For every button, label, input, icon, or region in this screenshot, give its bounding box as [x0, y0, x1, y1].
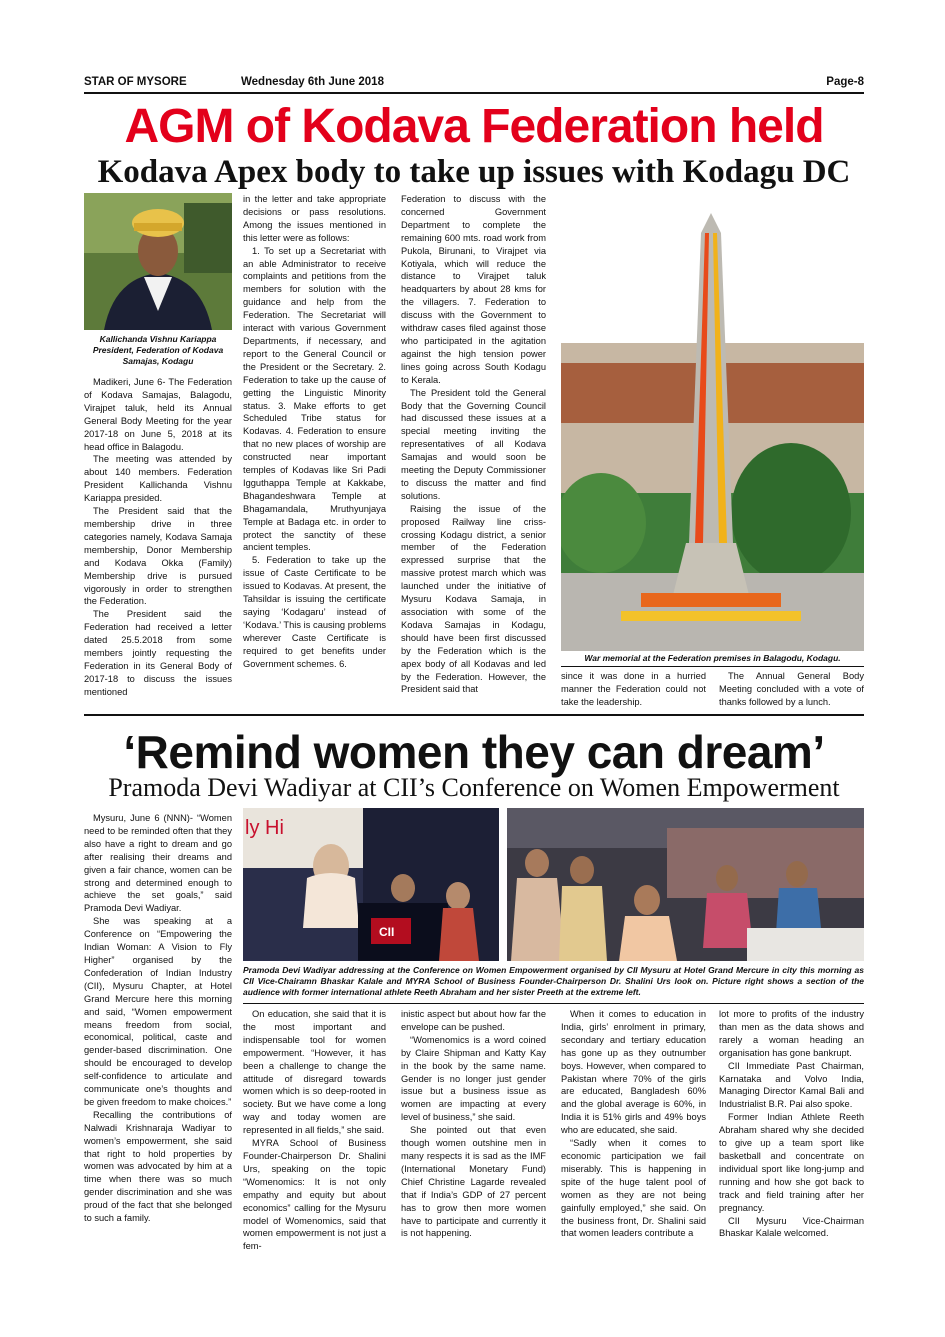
story1-column-1: [84, 376, 232, 712]
paragraph: When it comes to education in India, girls’ enrolment in primary, secondary and tertiary education has gone up as they outnumber boys. However, when compared to Pakistan where 70% of the girls are educated, Bangladesh 60% and the global average is 60%, in India it is 51% girls and 49% boys who are educated, she said.: [561, 1009, 706, 1136]
story2-column-1: [84, 812, 232, 1267]
audience-photo: [507, 808, 864, 961]
story2-column-2: [243, 1008, 386, 1268]
story1-column-4: [561, 670, 706, 712]
paragraph: 5. Federation to take up the issue of Caste Certificate to be issued to Kodavas. At present, the Tahsildar is issuing the certificate saying ‘Kodagaru’ instead of ‘Kodava.’ This is causing problems wherever Caste Certificate is required to get benefits under Government schemes. 6.: [243, 555, 386, 669]
paragraph: Federation to discuss with the concerned Government Department to complete the remaining 600 mts. road work from Pukola, Birunani, to Virajpet via Kotiyala, which will reduce the distance to Virajpet taluk headquarters by about 28 kms for the villagers. 7. Federation to discuss with the Government to withdraw cases filed against those who participated in the agitation against the high tension power lines going across South Kodagu to Kerala.: [401, 194, 546, 385]
paragraph: Recalling the contributions of Nalwadi Krishnaraja Wadiyar to women’s empowerment, she said that right to hold properties by women was advocated by him at a time when there was so much gender discrimination and she was proud of the fact that she belonged to such a family.: [84, 1109, 232, 1224]
paragraph: The President told the General Body that the Governing Council had discussed these issues at a special meeting inviting the representatives of all Kodava Samajas and would soon be meeting the Deputy Commissioner to discuss the matter and find solutions.: [401, 387, 546, 501]
paragraph: inistic aspect but about how far the envelope can be pushed.: [401, 1009, 546, 1032]
paragraph: MYRA School of Business Founder-Chairperson Dr. Shalini Urs, speaking on the topic “Womenomics: It is not only empathy and equity but about economics” calling for the Mysuru model of Womenomics, said that women empowerment is not just a fem-: [243, 1138, 386, 1252]
page-header: [84, 76, 864, 92]
caption-rule: [561, 666, 864, 667]
paragraph: She pointed out that even though women outshine men in many respects it is sad as the IMF (International Monetary Fund) Chief Christine Lagarde revealed that if India’s GDP of 27 percent has to grow then more women have to participate and currently it is not happening.: [401, 1125, 546, 1239]
story2-subheadline: Pramoda Devi Wadiyar at CII’s Conference on Women Empowerment: [108, 773, 840, 802]
story-divider: [84, 714, 864, 716]
paragraph: “Womenomics is a word coined by Claire Shipman and Katty Kay in the book by the same name. Gender is no longer just gender issue but a business issue as women are impacting at every level of business,” she said.: [401, 1034, 546, 1123]
photo-caption: Pramoda Devi Wadiyar addressing at the Conference on Women Empowerment organised by CII Mysuru at Hotel Grand Mercure in city this morning as CII Vice-Chairamn Bhaskar Kalale and MYRA School of Business Founder-Chairperson Dr. Shalini Urs look on. Picture right shows a section of the audience with former international athlete Reeth Abraham and her sister Preeth at the extreme left.: [243, 965, 864, 997]
paragraph: The Annual General Body Meeting concluded with a vote of thanks followed by a lunch.: [719, 671, 864, 707]
paragraph: Madikeri, June 6- The Federation of Kodava Samajas, Balagodu, Virajpet taluk, held its Annual General Body Meeting for the year 2017-18 on June 5, 2018 at its head office in Balagodu.: [84, 377, 232, 452]
header-rule: [84, 92, 864, 94]
podium-logo: CII: [379, 925, 395, 939]
speaker-photo: [243, 808, 499, 961]
banner-text: ly Hi: [245, 817, 284, 839]
paragraph: Mysuru, June 6 (NNN)- “Women need to be reminded often that they also have a right to dream and go after realising their dreams and given a fair chance, women can be strong and determined enough to achieve the set goals,” said Pramoda Devi Wadiyar.: [84, 813, 232, 914]
story2-column-3: [401, 1008, 546, 1268]
paragraph: “Sadly when it comes to economic participation we fail miserably. This is happening in spite of the huge talent pool of women as they are not being gainfully employed,” she said. On the business front, Dr. Shalini said that women leaders contribute a: [561, 1138, 706, 1239]
paragraph: lot more to profits of the industry than men as the data shows and rarely a woman heading an organisation has gone bankrupt.: [719, 1009, 864, 1058]
war-memorial-photo: [561, 193, 864, 651]
story1-column-5: [719, 670, 864, 712]
paragraph: since it was done in a hurried manner the Federation could not take the leadership.: [561, 671, 706, 707]
caption-rule-2: [243, 1003, 864, 1004]
story1-column-2: [243, 193, 386, 712]
paragraph: CII Mysuru Vice-Chairman Bhaskar Kalale welcomed.: [719, 1215, 864, 1239]
newspaper-name: STAR OF MYSORE: [84, 76, 187, 88]
paragraph: The meeting was attended by about 140 members. Federation President Kallichanda Vishnu Kariappa presided.: [84, 454, 232, 504]
story1-column-3: [401, 193, 546, 712]
story2-headline: ‘Remind women they can dream’: [123, 726, 825, 778]
paragraph: 1. To set up a Secretariat with an able Administrator to receive complaints and petitions from the members for solution with the guidance and help from the Federation. The Secretariat will interact with various Government Departments, if necessary, and report to the General Council or the President or the Secretary. 2. Federation to take up the cause of getting the Linguistic Minority status. 3. Make efforts to get Scheduled Tribe status for Kodavas. 4. Federation to ensure that no new places of worship are constructed near important temples of Kodavas like Sri Padi Igguthappa Temple at Kakkabe, Bhagandeshwara Temple at Bhagamandala, Mruthyunjaya Temple at Badaga etc. in order to protect the sanctity of these ancient temples.: [243, 245, 386, 553]
paragraph: On education, she said that it is the most important and indispensable tool for women empowerment. “However, it has been a challenge to change the attitude of disregard towards women which is so deep-rooted in society. But we have come a long way and today women are represented in all fields,” she said.: [243, 1009, 386, 1136]
paragraph: She was speaking at a Conference on “Empowering the Indian Woman: A Vision to Fly Higher” organised by the Confederation of Indian Industry (CII), Mysuru Chapter, at Hotel Grand Mercure here this morning and said, “Women empowerment means freedom from social, economical, political, caste and gender-based discrimination. One should be encouraged to develop self-confidence to articulate and communicate one’s thoughts and be given freedom to make choices.”: [84, 916, 232, 1107]
page-number: Page-8: [826, 76, 864, 88]
war-memorial-caption: War memorial at the Federation premises in Balagodu, Kodagu.: [584, 653, 841, 663]
paragraph: Former Indian Athlete Reeth Abraham shared why she decided to give up a team sport like basketball and concentrate on individual sport like long-jump and running and how she got back to track and field training after her pregnancy.: [719, 1112, 864, 1213]
paragraph: CII Immediate Past Chairman, Karnataka and Volvo India, Managing Director Kamal Bali and Industrialist B.R. Pai also spoke.: [719, 1060, 864, 1110]
story2-column-5: [719, 1008, 864, 1268]
paragraph: in the letter and take appropriate decisions or pass resolutions. Among the issues mentioned in this letter were as follows:: [243, 194, 386, 243]
paragraph: The President said the Federation had received a letter dated 25.5.2018 from some members jointly requesting the Federation in its General Body of 2017-18 to discuss the issues mentioned: [84, 609, 232, 697]
portrait-caption: Kallichanda Vishnu Kariappa President, Federation of Kodava Samajas, Kodagu: [92, 334, 224, 366]
story1-headline: AGM of Kodava Federation held: [124, 100, 824, 153]
portrait-photo: [84, 193, 232, 330]
story1-subheadline: Kodava Apex body to take up issues with Kodagu DC: [97, 154, 851, 190]
story2-column-4: [561, 1008, 706, 1268]
issue-date: Wednesday 6th June 2018: [241, 76, 384, 88]
paragraph: The President said that the membership drive in three categories namely, Kodava Samaja membership, Donor Membership and Kodava Okka (Family) Membership drive is pursued vigorously in order to strengthen the Federation.: [84, 506, 232, 607]
paragraph: Raising the issue of the proposed Railway line criss-crossing Kodagu district, a senior member of the Federation expressed surprise that the massive protest march which was launched under the initiative of Mysuru Kodava Samaja, in association with some of the Kodava Samajas in Kodagu, should have been first discussed by the Federation which is the apex body of all Kodavas and led by the Federation. However, the President said that: [401, 503, 546, 695]
